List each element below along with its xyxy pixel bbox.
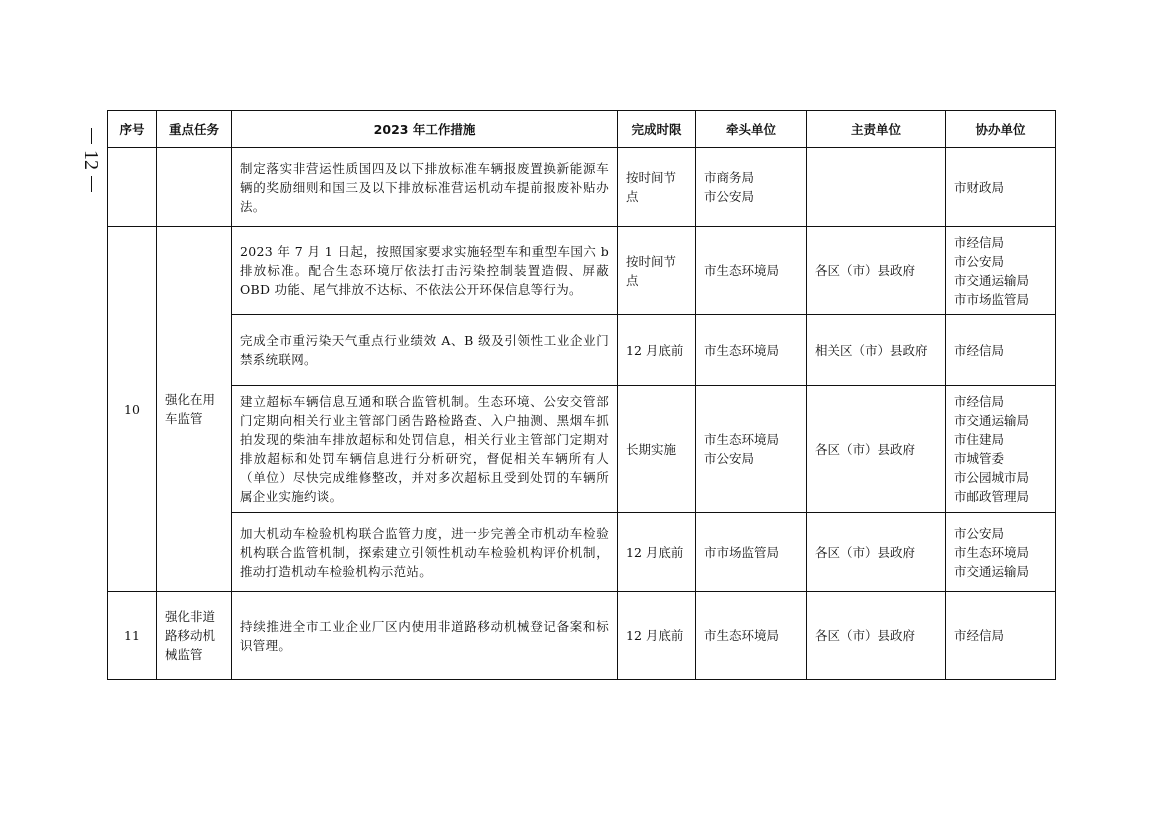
cell-measures: 持续推进全市工业企业厂区内使用非道路移动机械登记备案和标识管理。 [232, 592, 618, 680]
cell-responsible: 各区（市）县政府 [807, 592, 946, 680]
header-responsible: 主责单位 [807, 111, 946, 148]
cell-measures: 制定落实非营运性质国四及以下排放标准车辆报废置换新能源车辆的奖励细则和国三及以下排放标准营运机动车提前报废补贴办法。 [232, 148, 618, 227]
lead-unit: 市公安局 [704, 189, 755, 204]
table-row [108, 148, 1056, 227]
header-lead: 牵头单位 [696, 111, 807, 148]
cell-responsible: 各区（市）县政府 [807, 513, 946, 592]
cell-no: 11 [108, 592, 157, 680]
assist-unit: 市经信局 [954, 234, 1005, 250]
cell-lead [696, 227, 807, 315]
task-table [107, 110, 1056, 680]
page-number-dash-top [91, 128, 92, 144]
cell-no: 10 [108, 227, 157, 592]
cell-responsible: 各区（市）县政府 [807, 227, 946, 315]
table-row [108, 386, 1056, 513]
cell-task: 强化在用车监管 [157, 227, 232, 592]
assist-unit: 市住建局 [954, 432, 1005, 447]
cell-measures: 建立超标车辆信息互通和联合监管机制。生态环境、公安交管部门定期向相关行业主管部门函告路检路查、入户抽测、黑烟车抓拍发现的柴油车排放超标和处罚信息，相关行业主管部门定期对排放超标和处罚车辆信息进行分析研究，督促相关车辆所有人（单位）尽快完成维修整改，并对多次超标且受到处罚的车辆所属企业实施约谈。 [232, 386, 618, 513]
cell-lead [696, 513, 807, 592]
assist-unit: 市市场监管局 [954, 291, 1030, 307]
page-number-text: 12 [80, 150, 102, 170]
header-assist: 协办单位 [946, 111, 1056, 148]
assist-unit: 市公安局 [954, 253, 1005, 269]
assist-unit: 市公安局 [954, 525, 1005, 541]
cell-lead [696, 148, 807, 227]
assist-unit: 市生态环境局 [954, 544, 1030, 560]
header-deadline: 完成时限 [618, 111, 696, 148]
table-row [108, 592, 1056, 680]
assist-unit: 市财政局 [954, 179, 1005, 195]
assist-unit: 市邮政管理局 [954, 489, 1030, 504]
cell-deadline: 长期实施 [618, 386, 696, 513]
header-task: 重点任务 [157, 111, 232, 148]
lead-unit: 市公安局 [704, 451, 755, 466]
lead-unit: 市生态环境局 [704, 342, 780, 358]
cell-task: 强化非道路移动机械监管 [157, 592, 232, 680]
header-row [108, 111, 1056, 148]
cell-assist [946, 227, 1056, 315]
assist-unit: 市城管委 [954, 451, 1005, 466]
cell-lead [696, 592, 807, 680]
assist-unit: 市公园城市局 [954, 470, 1030, 485]
page-number [78, 128, 104, 224]
lead-unit: 市生态环境局 [704, 263, 780, 278]
cell-no [108, 148, 157, 227]
lead-unit: 市生态环境局 [704, 432, 780, 447]
header-no: 序号 [108, 111, 157, 148]
cell-lead [696, 315, 807, 386]
header-measures: 2023 年工作措施 [232, 111, 618, 148]
cell-responsible: 各区（市）县政府 [807, 386, 946, 513]
cell-deadline: 按时间节点 [618, 227, 696, 315]
cell-responsible [807, 148, 946, 227]
cell-deadline: 12 月底前 [618, 513, 696, 592]
cell-responsible: 相关区（市）县政府 [807, 315, 946, 386]
lead-unit: 市生态环境局 [704, 628, 780, 643]
cell-assist [946, 148, 1056, 227]
cell-assist [946, 513, 1056, 592]
table-row [108, 513, 1056, 592]
assist-unit: 市交通运输局 [954, 272, 1030, 288]
cell-assist [946, 315, 1056, 386]
assist-unit: 市经信局 [954, 394, 1005, 409]
assist-unit: 市经信局 [954, 628, 1005, 643]
assist-unit: 市经信局 [954, 342, 1005, 358]
cell-task [157, 148, 232, 227]
cell-assist [946, 386, 1056, 513]
cell-deadline: 按时间节点 [618, 148, 696, 227]
cell-measures: 2023 年 7 月 1 日起，按照国家要求实施轻型车和重型车国六 b 排放标准。配合生态环境厅依法打击污染控制装置造假、屏蔽 OBD 功能、尾气排放不达标、不依法公开环保信息等行为。 [232, 227, 618, 315]
cell-deadline: 12 月底前 [618, 315, 696, 386]
lead-unit: 市市场监管局 [704, 544, 780, 560]
cell-lead [696, 386, 807, 513]
lead-unit: 市商务局 [704, 170, 755, 185]
cell-deadline: 12 月底前 [618, 592, 696, 680]
cell-measures: 完成全市重污染天气重点行业绩效 A、B 级及引领性工业企业门禁系统联网。 [232, 315, 618, 386]
assist-unit: 市交通运输局 [954, 563, 1030, 579]
page-number-dash-bottom [91, 176, 92, 192]
assist-unit: 市交通运输局 [954, 413, 1030, 428]
table-row [108, 227, 1056, 315]
cell-assist [946, 592, 1056, 680]
table-row [108, 315, 1056, 386]
cell-measures: 加大机动车检验机构联合监管力度，进一步完善全市机动车检验机构联合监管机制，探索建立引领性机动车检验机构评价机制，推动打造机动车检验机构示范站。 [232, 513, 618, 592]
